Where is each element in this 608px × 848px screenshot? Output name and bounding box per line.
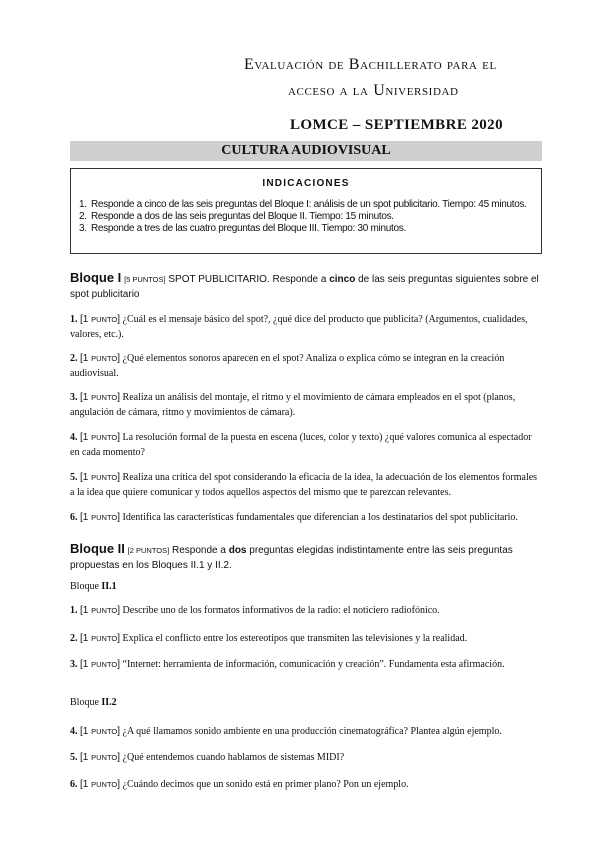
block2-heading: Bloque II [2 PUNTOS] Responde a dos preguntas elegidas indistintamente entre las seis preguntas propuestas en los Bloques II.1 y II.2.: [70, 541, 513, 571]
indications-list: [79, 199, 527, 235]
indications-title: INDICACIONES: [262, 178, 350, 189]
subject-banner: CULTURA AUDIOVISUAL: [70, 141, 542, 161]
block1-points: [5 PUNTOS]: [124, 275, 166, 284]
exam-title: [244, 52, 554, 104]
block2-question: 2. [1 PUNTO] Explica el conflicto entre los estereotipos que transmiten las televisiones y la realidad.: [70, 633, 468, 644]
block2-question: 3. [1 PUNTO] “Internet: herramienta de información, comunicación y creación”. Fundamenta esta afirmación.: [70, 659, 505, 670]
block1-question: 5. [1 PUNTO] Realiza una crítica del spot considerando la eficacia de la idea, la adecuación de los elementos formales a la idea que quiere comunicar y todos aquellos aspectos del mismo que te parezcan relevantes.: [70, 472, 538, 498]
block2-points: [2 PUNTOS]: [127, 546, 170, 555]
indication-item: 2. Responde a dos de las seis preguntas del Bloque II. Tiempo: 15 minutos.: [79, 211, 394, 222]
block2-question: 6. [1 PUNTO] ¿Cuándo decimos que un sonido está en primer plano? Pon un ejemplo.: [70, 779, 409, 790]
indications-box: [70, 168, 542, 254]
block1-question: 3. [1 PUNTO] Realiza un análisis del montaje, el ritmo y el movimiento de cámara empleados en el spot (planos, angulación de cámara, ritmo y movimientos de cámara).: [70, 392, 516, 418]
exam-session: LOMCE – SEPTIEMBRE 2020: [290, 117, 503, 133]
block2-sub1-label: Bloque II.1: [70, 581, 117, 592]
indication-item: 3. Responde a tres de las cuatro preguntas del Bloque III. Tiempo: 30 minutos.: [79, 223, 406, 234]
title-line-2: acceso a la Universidad: [288, 82, 459, 99]
block1-question: 2. [1 PUNTO] ¿Qué elementos sonoros aparecen en el spot? Analiza o explica cómo se integran en la creación audiovisual.: [70, 353, 505, 379]
block1-name: Bloque I: [70, 270, 122, 285]
block2-question: 5. [1 PUNTO] ¿Qué entendemos cuando hablamos de sistemas MIDI?: [70, 752, 345, 763]
block1-heading: Bloque I [5 PUNTOS] SPOT PUBLICITARIO. Responde a cinco de las seis preguntas siguientes sobre el spot publicitario: [70, 270, 539, 300]
block1-question: 1. [1 PUNTO] ¿Cuál es el mensaje básico del spot?, ¿qué dice del producto que publicita? (Argumentos, cualidades, valores, etc.).: [70, 314, 528, 340]
block1-question: 6. [1 PUNTO] Identifica las características fundamentales que diferencian a los destinatarios del spot publicitario.: [70, 512, 518, 523]
title-line-1: Evaluación de Bachillerato para el: [244, 56, 497, 73]
block2-question: 4. [1 PUNTO] ¿A qué llamamos sonido ambiente en una producción cinematográfica? Plantea algún ejemplo.: [70, 726, 502, 737]
block1-question: 4. [1 PUNTO] La resolución formal de la puesta en escena (luces, color y texto) ¿qué valores comunica al espectador en cada momento?: [70, 432, 532, 458]
indication-item: 1. Responde a cinco de las seis preguntas del Bloque I: análisis de un spot publicitario. Tiempo: 45 minutos.: [79, 199, 527, 210]
block2-sub2-label: Bloque II.2: [70, 697, 117, 708]
block2-question: 1. [1 PUNTO] Describe uno de los formatos informativos de la radio: el noticiero radiofónico.: [70, 605, 440, 616]
block2-name: Bloque II: [70, 541, 125, 556]
